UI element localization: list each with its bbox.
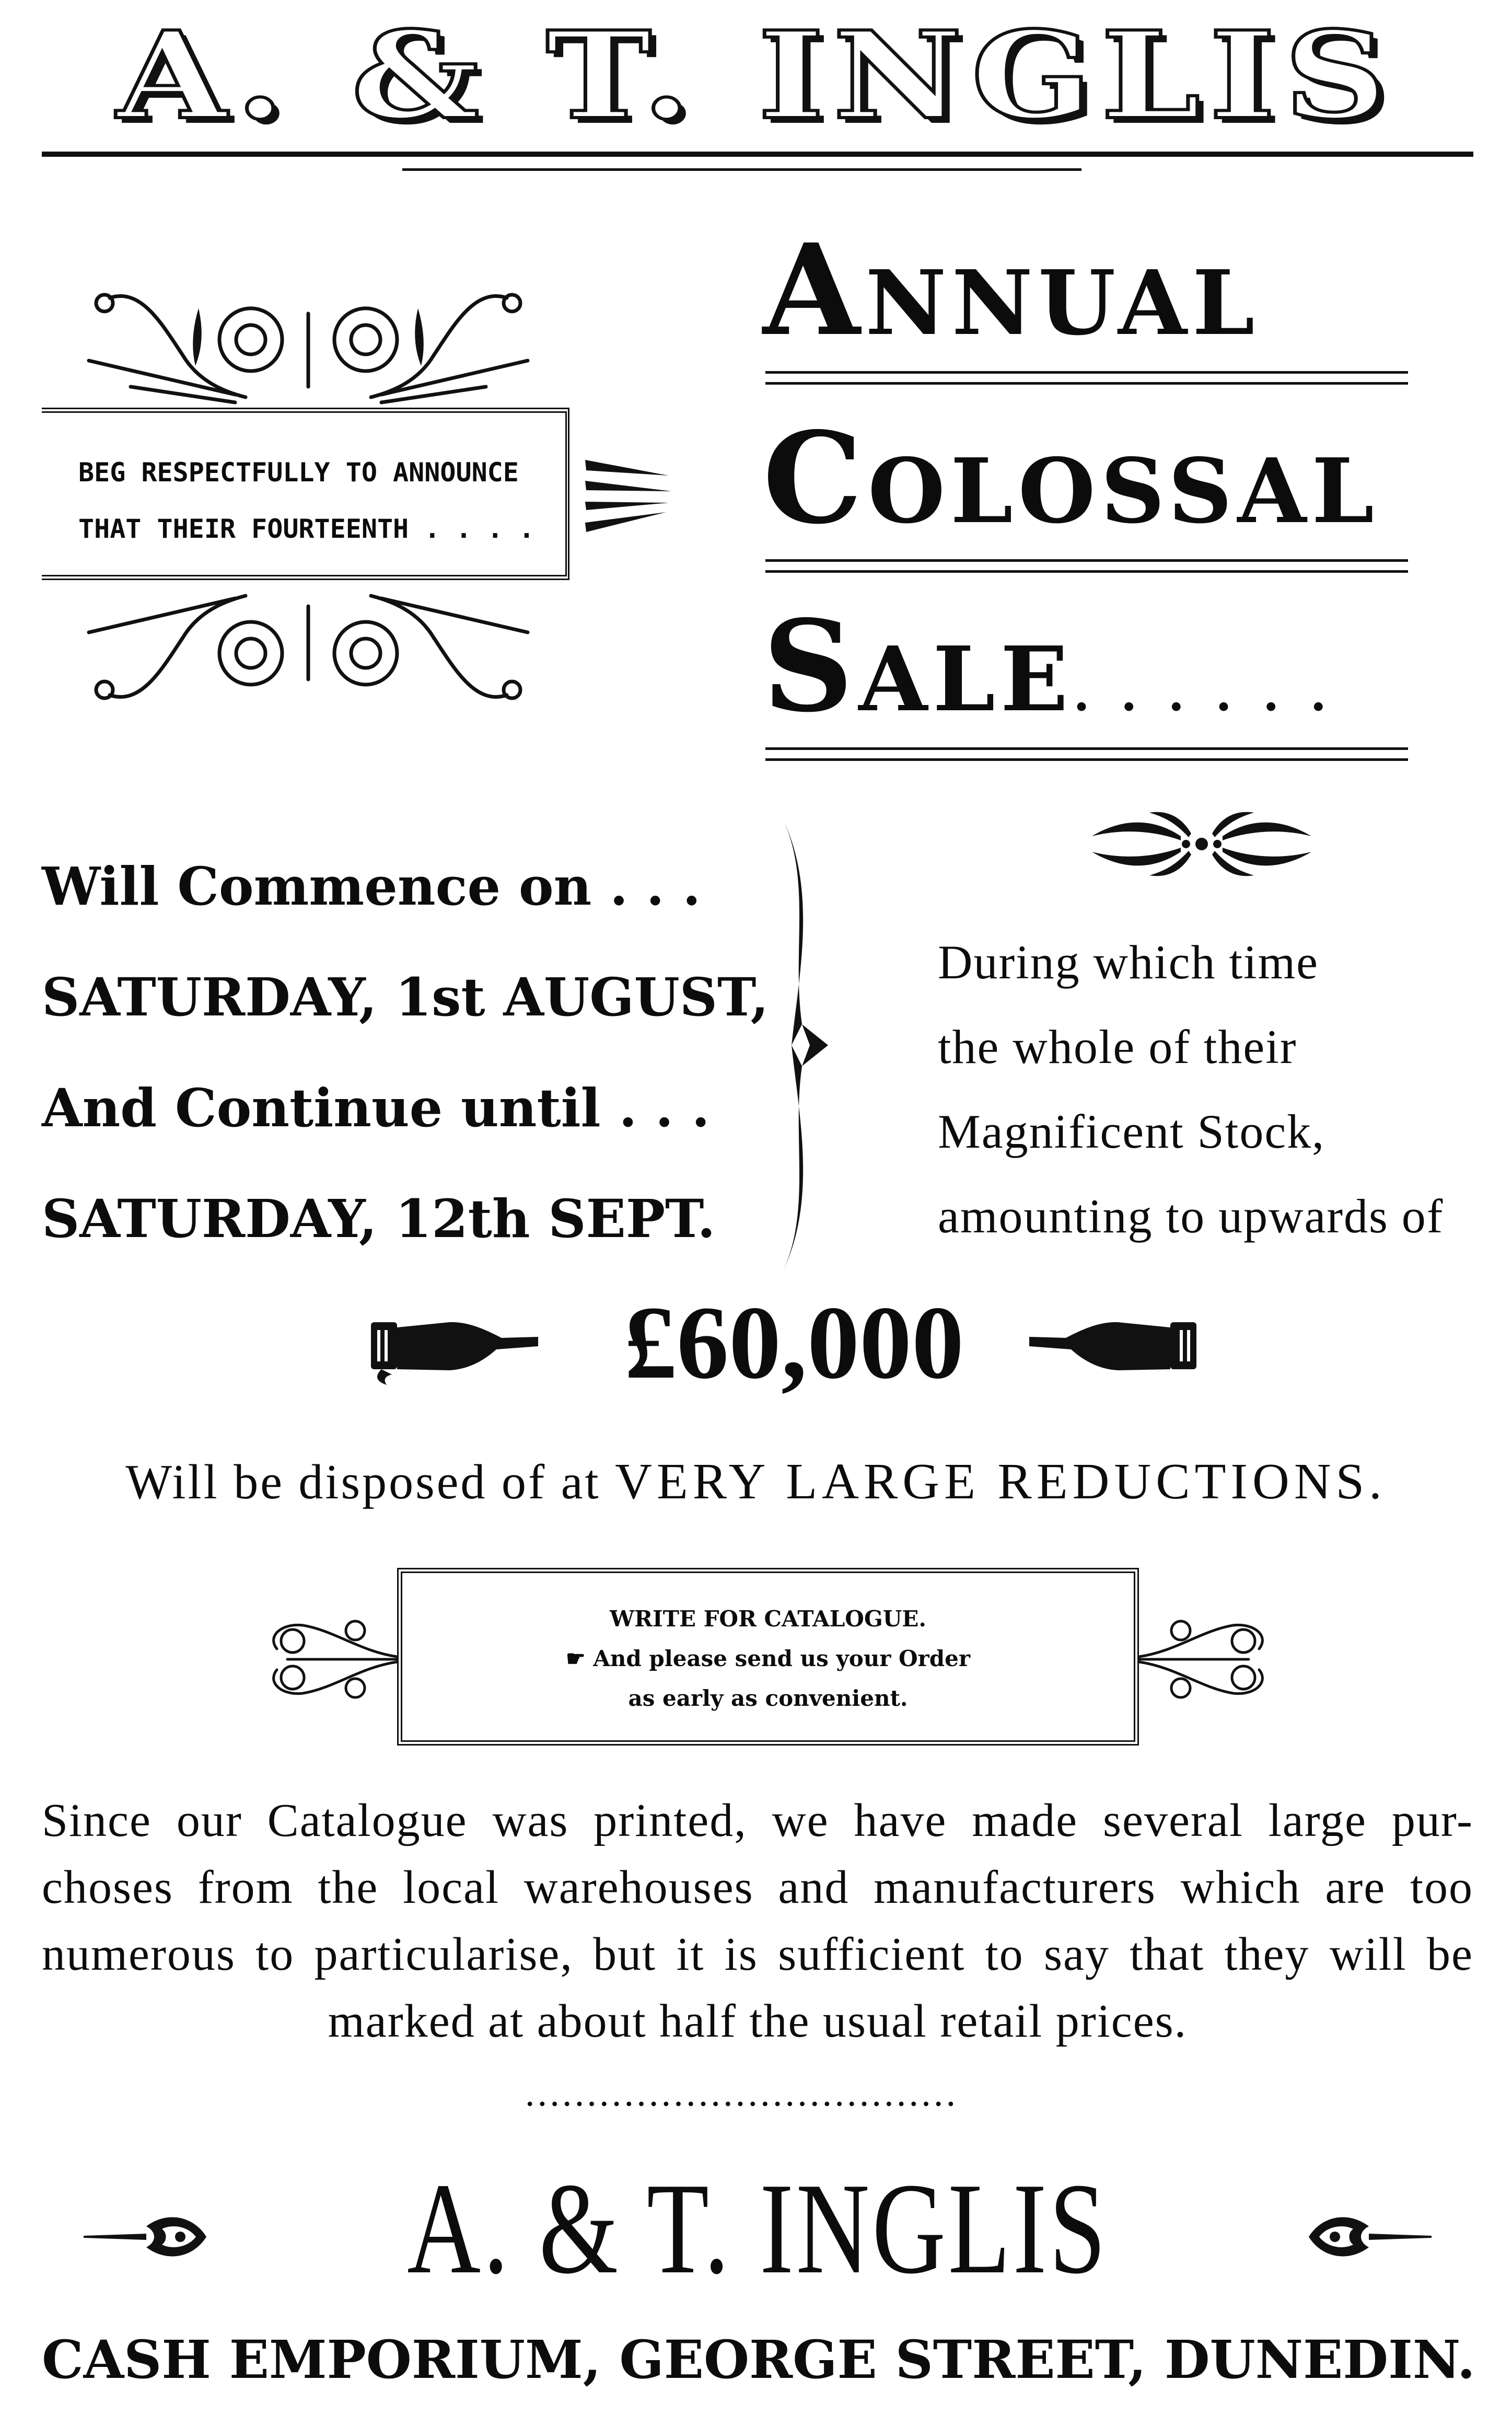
footer-name: [225, 2156, 1290, 2301]
title-annual-cap: A: [763, 216, 866, 364]
masthead-title: [31, 5, 1481, 146]
catalogue-line-2: And please send us your Order: [593, 1646, 970, 1671]
title-sale-rest: ALE: [858, 627, 1074, 732]
dates-line-4: SATURDAY, 12th SEPT.: [42, 1188, 716, 1250]
catalogue-line-3: as early as convenient.: [628, 1685, 908, 1711]
pointing-hand-icon: [366, 1307, 543, 1385]
title-colossal: [763, 405, 1379, 552]
flourish-ornament-icon: [256, 1599, 397, 1714]
reductions-emphasis: VERY LARGE REDUCTIONS.: [615, 1453, 1387, 1510]
footer-address: CASH EMPORIUM, GEORGE STREET, DUNEDIN.: [42, 2329, 1475, 2390]
leaf-ornament-icon: [84, 2205, 209, 2268]
masthead-title-text: A. & T. INGLIS: [117, 5, 1395, 146]
title-rule-2: [765, 559, 1408, 573]
dates-line-3: And Continue until . . .: [42, 1077, 710, 1139]
flourish-ornament-icon: [78, 282, 538, 408]
leaf-ornament-icon: [1306, 2205, 1432, 2268]
title-annual-rest: NNUAL: [865, 251, 1260, 355]
flourish-ornament-icon: [1139, 1599, 1280, 1714]
pointing-hand-icon: ☛: [566, 1646, 594, 1671]
title-annual: [763, 216, 1260, 364]
flourish-ornament-icon: [78, 585, 538, 711]
amount-value: £60,000: [624, 1285, 964, 1401]
title-sale-cap: S: [763, 593, 859, 740]
body-paragraph: Since our Catalogue was printed, we have made several large pur-choses from the local warehouses and manufacturers which are too numerous to particularise, but it is sufficient to say that they will be marked at about half the usual retail prices.: [42, 1795, 1473, 2047]
reductions-line: [31, 1448, 1481, 1516]
during-line-3: Magnificent Stock,: [938, 1105, 1325, 1158]
dot-divider: •••••••••••••••••••••••••••••••••••: [525, 2096, 959, 2114]
dates-line-1: Will Commence on . . .: [42, 856, 701, 917]
title-rule-1: [765, 371, 1408, 385]
during-line-1: During which time: [938, 935, 1319, 989]
during-line-4: amounting to upwards of: [938, 1189, 1444, 1243]
title-sale: [763, 593, 1334, 740]
during-line-2: the whole of their: [938, 1020, 1297, 1073]
announcement-line-1: BEG RESPECTFULLY TO ANNOUNCE: [78, 457, 519, 488]
burst-ornament-icon: [1087, 805, 1317, 883]
brace-ornament-icon: [771, 815, 833, 1275]
catalogue-line-1: WRITE FOR CATALOGUE.: [609, 1606, 927, 1632]
fan-ornament-icon: [580, 444, 674, 549]
dates-block: [42, 831, 769, 1274]
announcement-line-2: THAT THEIR FOURTEENTH . . . .: [78, 514, 534, 544]
pointing-hand-icon: [1024, 1307, 1202, 1385]
catalogue-line-2-wrap: [402, 1639, 1134, 1679]
reductions-prefix: Will be disposed of at: [125, 1455, 601, 1509]
during-block: [938, 920, 1492, 1258]
catalogue-text: [402, 1599, 1134, 1718]
dates-line-2: SATURDAY, 1st AUGUST,: [42, 966, 769, 1028]
announcement-text: [78, 444, 559, 557]
title-colossal-rest: OLOSSAL: [868, 439, 1379, 544]
footer-name-text: A. & T. INGLIS: [407, 2156, 1108, 2301]
title-sale-dots: . . . . . .: [1073, 666, 1334, 722]
masthead-rule-thick: [42, 152, 1473, 157]
masthead-rule-thin: [402, 168, 1081, 171]
title-rule-3: [765, 747, 1408, 761]
title-colossal-cap: C: [763, 405, 868, 552]
